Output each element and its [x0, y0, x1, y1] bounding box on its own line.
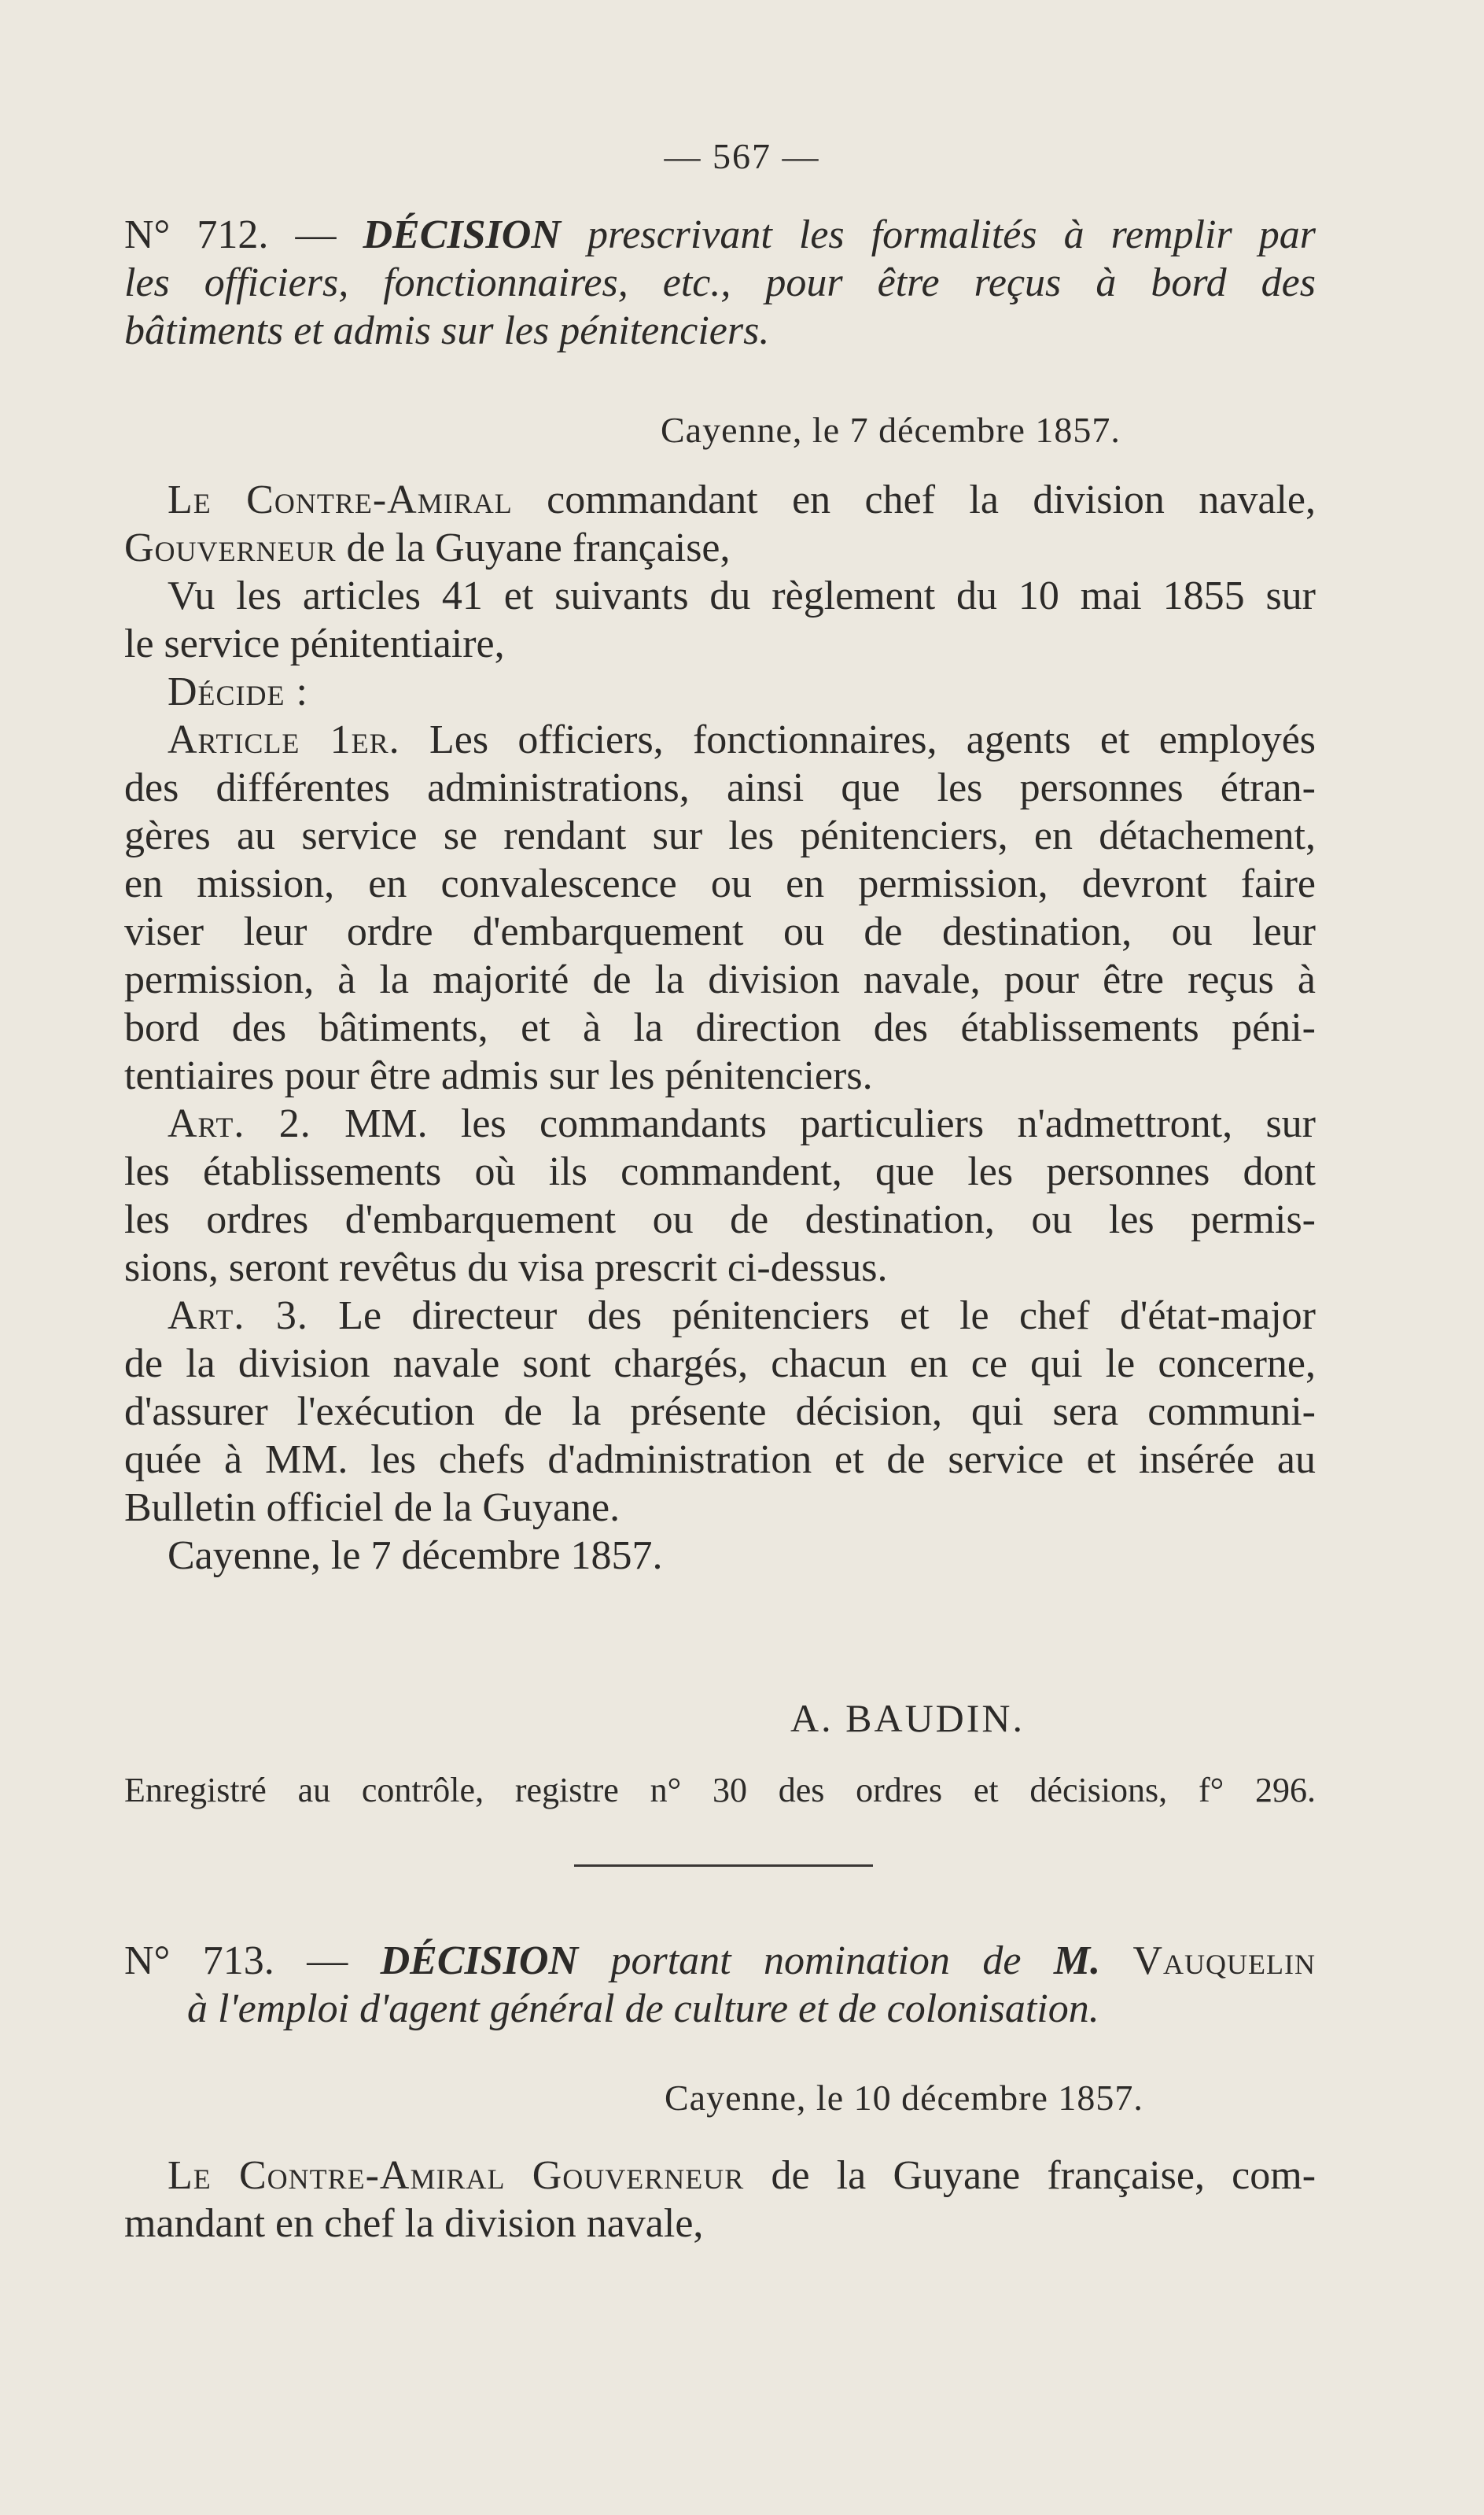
dateline: Cayenne, le 10 décembre 1857. [665, 2078, 1143, 2118]
article-2: Art. 2. MM. les commandants particuliers n'admettront, sur [168, 1101, 1316, 1146]
article-1: Article 1er. Les officiers, fonctionnaires, agents et employés [168, 717, 1316, 762]
vu-clause: Vu les articles 41 et suivants du règlement du 10 mai 1855 sur [168, 573, 1316, 618]
signature: A. BAUDIN. [790, 1696, 1026, 1740]
registration-note: Enregistré au contrôle, registre n° 30 des ordres et décisions, f° 296. [124, 1771, 1316, 1809]
decision-712-body: Le Contre-Amiral commandant en chef la division navale, Gouverneur de la Guyane française, Vu les articles 41 et suivants du règlement du 10 mai 1855 sur le service pénitentiaire, Décide : Article 1er. Les officiers, fonctionnaires, agents et employés des différentes administrations, ainsi que les personnes étran- gères au service se rendant sur les pénitenciers, en détachement, en mission, en convalescence ou en permission, devront faire viser leur ordre d'embarquement ou de destination, ou leur permission, à la majorité de la division navale, pour être reçus à bord des bâtiments, et à la direction des établissements péni- tentiaires pour être admis sur les pénitenciers. Art. 2. MM. les commandants particuliers n'admettront, sur les établissements où ils commandent, que les personnes dont les ordres d'embarquement ou de destination, ou les permis- sions, seront revêtus du visa prescrit ci-dessus. Art. 3. Le directeur des pénitenciers et le chef d'état-major de la division navale sont chargés, chacun en ce qui le concerne, d'assurer l'exécution de la présente décision, qui sera communi- quée à MM. les chefs d'administration et de service et insérée au Bulletin officiel de la Guyane. Cayenne, le 7 décembre 1857. [124, 478, 1316, 1578]
section-divider [574, 1864, 873, 1867]
decide-label: Décide : [168, 669, 308, 714]
preamble: Le Contre-Amiral Gouverneur de la Guyane française, com- [168, 2153, 1316, 2198]
decision-713-heading: N° 713. — DÉCISION portant nomination de M. Vauquelin à l'emploi d'agent général de culture et de colonisation. [124, 1938, 1316, 2031]
closing-date: Cayenne, le 7 décembre 1857. [168, 1533, 663, 1578]
decision-713-body: Le Contre-Amiral Gouverneur de la Guyane française, com- mandant en chef la division navale, [124, 2153, 1316, 2246]
decision-712-heading: N° 712. — DÉCISION prescrivant les formalités à remplir par les officiers, fonctionnaires, etc., pour être reçus à bord des bâtiments et admis sur les pénitenciers. [124, 212, 1316, 353]
dateline: Cayenne, le 7 décembre 1857. [661, 410, 1121, 450]
page-number: — 567 — [664, 136, 820, 176]
preamble: Le Contre-Amiral commandant en chef la division navale, [168, 478, 1316, 522]
decision-heading-word: DÉCISION [380, 1938, 579, 1983]
decision-heading-word: DÉCISION [363, 212, 561, 257]
article-3: Art. 3. Le directeur des pénitenciers et le chef d'état-major [168, 1293, 1316, 1338]
decision-number: N° 712. [124, 212, 269, 257]
decision-number: N° 713. [124, 1938, 274, 1983]
